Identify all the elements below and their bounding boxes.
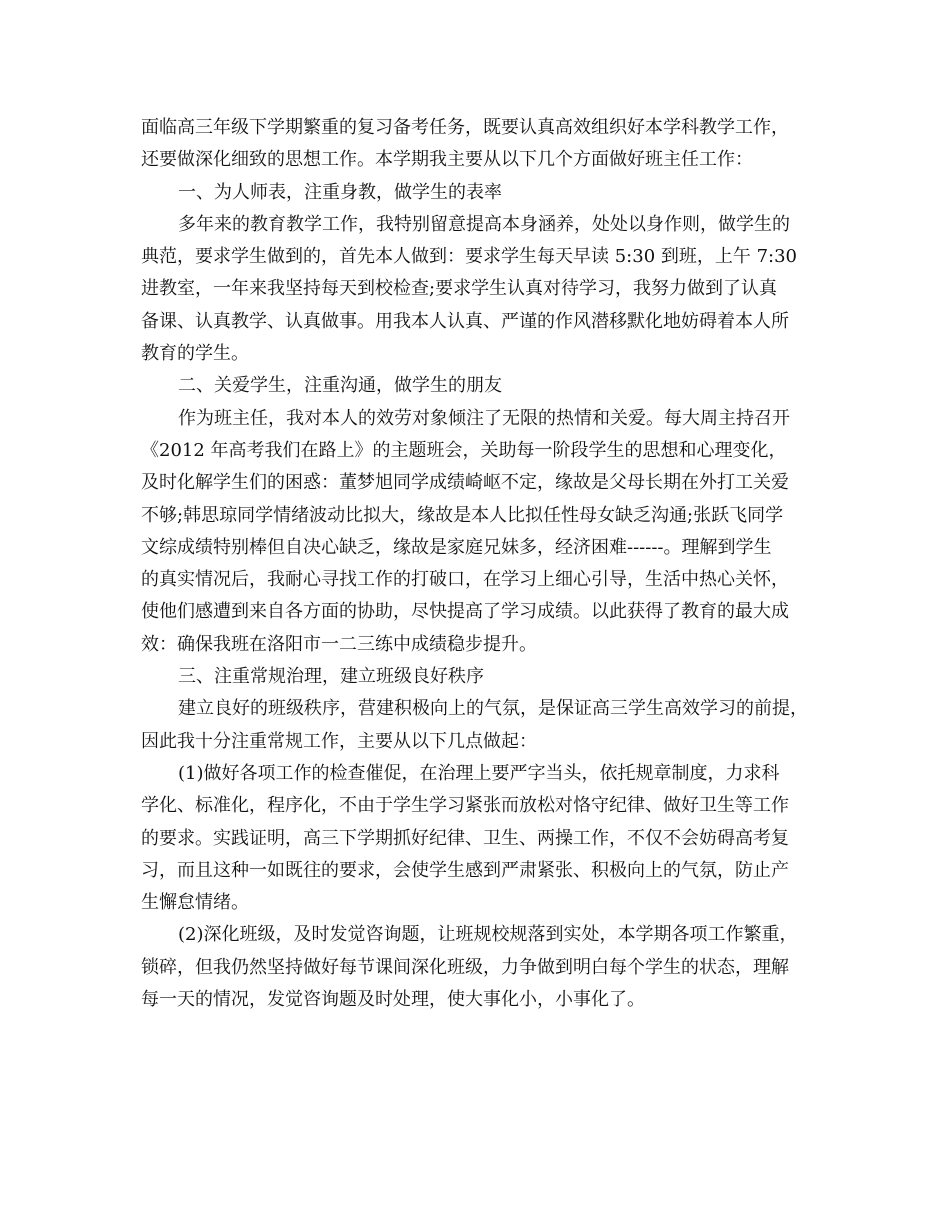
text-line: 不够;韩思琼同学情绪波动比拟大，缘故是本人比拟任性母女缺乏沟通;张跃飞同学 — [141, 504, 784, 526]
text-line: 学化、标准化，程序化，不由于学生学习紧张而放松对恪守纪律、做好卫生等工作 — [141, 795, 789, 817]
text-line: 使他们感遭到来自各方面的协助，尽快提高了学习成绩。以此获得了教育的最大成 — [141, 601, 789, 623]
text-line: 进教室，一年来我坚持每天到校检查;要求学生认真对待学习，我努力做到了认真 — [141, 278, 778, 300]
text-line: 教育的学生。 — [141, 343, 249, 365]
text-line: 面临高三年级下学期繁重的复习备考任务，既要认真高效组织好本学科教学工作， — [141, 117, 789, 138]
document-body — [141, 112, 825, 1016]
text-line: 三、注重常规治理，建立班级良好秩序 — [178, 666, 484, 688]
text-line: 一、为人师表，注重身教，做学生的表率 — [178, 181, 502, 203]
text-line: 习，而且这种一如既往的要求，会使学生感到严肃紧张、积极向上的气氛，防止产 — [141, 859, 789, 881]
text-line: 及时化解学生们的困惑：董梦旭同学成绩崎岖不定，缘故是父母长期在外打工关爱 — [141, 472, 789, 494]
text-line: 的真实情况后，我耐心寻找工作的打破口，在学习上细心引导，生活中热心关怀， — [141, 569, 789, 591]
text-line: 生懈怠情绪。 — [141, 892, 249, 914]
text-line: 每一天的情况，发觉咨询题及时处理，使大事化小，小事化了。 — [141, 989, 645, 1011]
text-line: (1)做好各项工作的检查催促，在治理上要严字当头，依托规章制度，力求科 — [178, 762, 780, 784]
text-line: 备课、认真教学、认真做事。用我本人认真、严谨的作风潜移默化地妨碍着本人所 — [141, 310, 789, 332]
text-line: 建立良好的班级秩序，营建积极向上的气氛，是保证高三学生高效学习的前提， — [178, 698, 808, 720]
text-line: (2)深化班级，及时发觉咨询题，让班规校规落到实处，本学期各项工作繁重， — [178, 924, 798, 946]
text-line: 因此我十分注重常规工作，主要从以下几点做起： — [141, 730, 537, 752]
text-line: 效：确保我班在洛阳市一二三练中成绩稳步提升。 — [141, 633, 537, 655]
text-line: 锁碎，但我仍然坚持做好每节课间深化班级，力争做到明白每个学生的状态，理解 — [141, 956, 789, 978]
text-line: 的要求。实践证明，高三下学期抓好纪律、卫生、两操工作，不仅不会妨碍高考复 — [141, 827, 789, 849]
text-line: 多年来的教育教学工作，我特别留意提高本身涵养，处处以身作则，做学生的 — [178, 213, 790, 235]
text-line: 文综成绩特别棒但自决心缺乏，缘故是家庭兄妹多，经济困难------。理解到学生 — [141, 536, 772, 558]
text-line: 典范，要求学生做到的，首先本人做到：要求学生每天早读 5:30 到班，上午 7:30 — [141, 246, 798, 268]
text-line: 《2012 年高考我们在路上》的主题班会，关助每一阶段学生的思想和心理变化， — [141, 439, 787, 461]
text-line: 二、关爱学生，注重沟通，做学生的朋友 — [178, 375, 502, 397]
text-line: 作为班主任，我对本人的效劳对象倾注了无限的热情和关爱。每大周主持召开 — [178, 407, 790, 429]
text-line: 还要做深化细致的思想工作。本学期我主要从以下几个方面做好班主任工作： — [141, 149, 753, 171]
